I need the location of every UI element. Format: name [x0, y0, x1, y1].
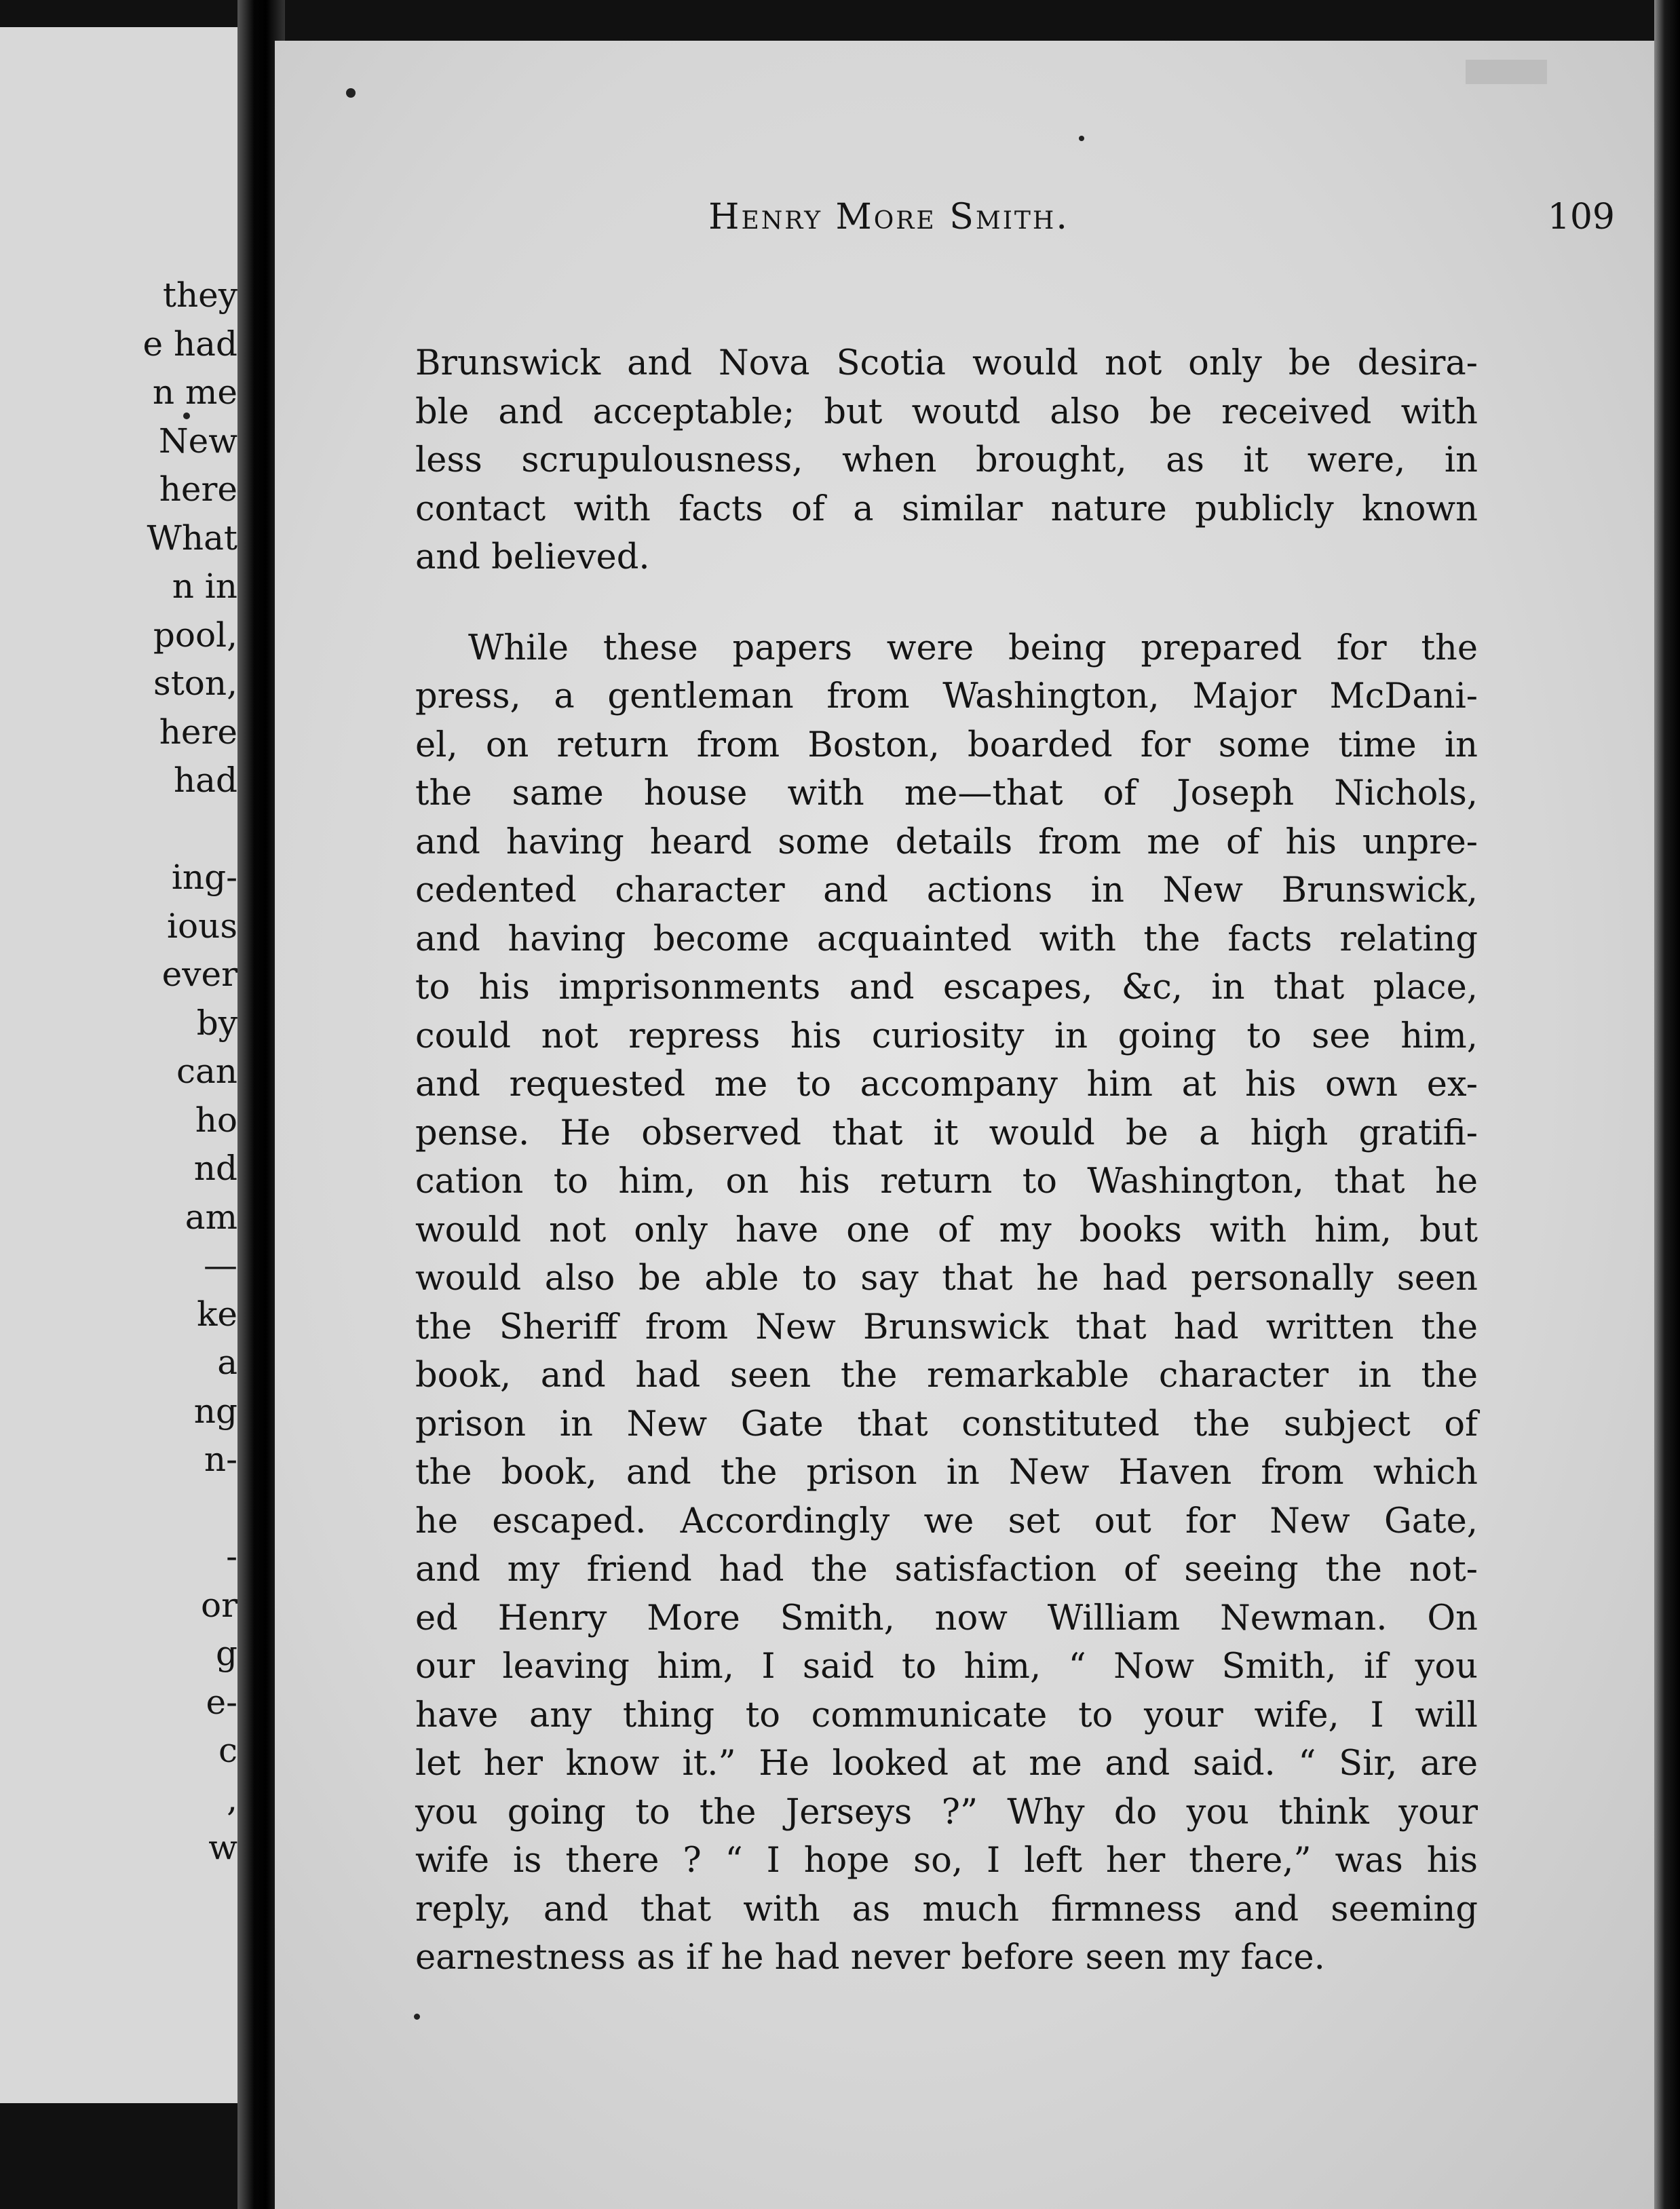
left-text-fragment: ng	[193, 1391, 237, 1431]
text-line: he escaped. Accordingly we set out for New Gate,	[415, 1501, 1478, 1541]
left-text-fragment: had	[173, 761, 237, 800]
text-line: our leaving him, I said to him, “ Now Smith, if you	[415, 1647, 1478, 1687]
left-text-fragment: What	[147, 518, 237, 558]
text-line: and having become acquainted with the facts relating	[415, 919, 1478, 959]
text-line: contact with facts of a similar nature publicly known	[415, 488, 1478, 529]
left-text-fragment: can	[176, 1052, 237, 1091]
dust-speck	[346, 88, 356, 98]
text-line: would not only have one of my books with him, but	[415, 1210, 1478, 1250]
text-line: the Sheriff from New Brunswick that had written the	[415, 1307, 1478, 1347]
text-line: could not repress his curiosity in going to see him,	[415, 1016, 1478, 1056]
left-text-fragment: w	[208, 1828, 237, 1867]
text-line: let her know it.” He looked at me and said. “ Sir, are	[415, 1744, 1478, 1784]
text-line: pense. He observed that it would be a high gratifi-	[415, 1113, 1478, 1153]
left-text-fragment: a	[217, 1343, 237, 1382]
text-line: to his imprisonments and escapes, &c, in that place,	[415, 967, 1478, 1007]
left-text-fragment: New	[158, 421, 237, 461]
text-line: wife is there ? “ I hope so, I left her there,” was his	[415, 1841, 1478, 1881]
left-text-fragment: c	[218, 1731, 237, 1770]
dust-speck	[183, 412, 190, 419]
left-text-fragment: ever	[161, 955, 237, 994]
left-text-fragment: here	[159, 469, 237, 509]
left-text-fragment: ious	[167, 906, 237, 946]
page-tab-mark	[1466, 60, 1547, 84]
text-line: the book, and the prison in New Haven from which	[415, 1453, 1478, 1493]
left-text-fragment: n in	[172, 566, 237, 606]
text-line: book, and had seen the remarkable character in the	[415, 1356, 1478, 1396]
left-text-fragment: g	[215, 1634, 237, 1673]
left-facing-page	[0, 27, 237, 2103]
left-page-text-fragments	[14, 271, 237, 1872]
left-text-fragment: pool,	[153, 615, 237, 655]
text-line: would also be able to say that he had personally seen	[415, 1259, 1478, 1299]
text-line: the same house with me—that of Joseph Nichols,	[415, 773, 1478, 813]
text-line: and my friend had the satisfaction of seeing the not-	[415, 1550, 1478, 1590]
text-line: and believed.	[415, 537, 650, 577]
left-text-fragment: ston,	[153, 664, 237, 703]
left-text-fragment: e-	[206, 1682, 237, 1722]
text-line: cation to him, on his return to Washington, that he	[415, 1161, 1478, 1202]
text-line: reply, and that with as much firmness and seeming	[415, 1889, 1478, 1929]
left-text-fragment: n me	[152, 372, 237, 412]
body-text	[415, 339, 1478, 1982]
left-text-fragment	[14, 805, 237, 854]
left-text-fragment: nd	[193, 1149, 237, 1188]
text-line: While these papers were being prepared for the	[468, 628, 1478, 668]
text-line: less scrupulousness, when brought, as it were, in	[415, 440, 1478, 480]
text-line: and having heard some details from me of his unpre-	[415, 822, 1478, 862]
left-text-fragment: am	[185, 1197, 237, 1237]
left-text-fragment: ,	[227, 1779, 237, 1819]
paragraph-2	[415, 624, 1478, 1982]
left-text-fragment: ho	[195, 1100, 237, 1140]
paragraph-1	[415, 339, 1478, 582]
text-line: cedented character and actions in New Brunswick,	[415, 870, 1478, 910]
left-text-fragment: by	[196, 1003, 237, 1043]
text-line: and requested me to accompany him at his own ex-	[415, 1064, 1478, 1104]
text-line: ble and acceptable; but woutd also be received with	[415, 391, 1478, 432]
left-text-fragment	[14, 1484, 237, 1533]
text-line: ed Henry More Smith, now William Newman. On	[415, 1598, 1478, 1638]
text-line: el, on return from Boston, boarded for some time in	[415, 725, 1478, 765]
text-line: have any thing to communicate to your wife, I will	[415, 1695, 1478, 1735]
left-text-fragment: -	[226, 1537, 237, 1576]
text-line: press, a gentleman from Washington, Major McDani-	[415, 676, 1478, 716]
text-line: earnestness as if he had never before seen my face.	[415, 1938, 1325, 1978]
dust-speck	[1079, 136, 1084, 141]
left-text-fragment: or	[200, 1585, 237, 1625]
left-text-fragment: ke	[197, 1294, 237, 1334]
left-text-fragment: —	[204, 1246, 237, 1285]
dust-speck	[414, 2014, 420, 2020]
right-page-edge	[1654, 0, 1680, 2209]
left-text-fragment: n-	[204, 1440, 237, 1479]
left-text-fragment: e had	[142, 324, 237, 364]
left-text-fragment: here	[159, 712, 237, 752]
main-page	[275, 41, 1659, 2209]
text-line: Brunswick and Nova Scotia would not only be desira-	[415, 343, 1478, 383]
text-line: prison in New Gate that constituted the subject of	[415, 1404, 1478, 1444]
text-line: you going to the Jerseys ?” Why do you think your	[415, 1792, 1478, 1832]
page-number: 109	[1547, 197, 1615, 237]
left-text-fragment: they	[162, 275, 237, 315]
left-text-fragment: ing-	[171, 858, 237, 897]
running-title: Henry More Smith.	[708, 197, 1069, 237]
running-head	[407, 197, 1635, 258]
